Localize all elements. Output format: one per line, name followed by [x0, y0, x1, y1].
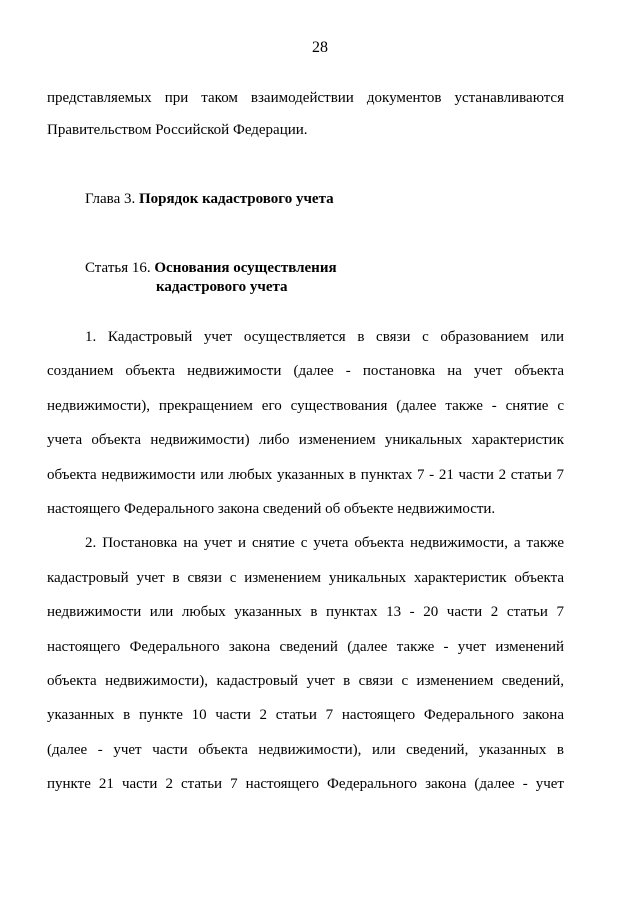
- paragraph2-line: настоящего Федерального закона сведений (далее также - учет изменений: [47, 639, 564, 655]
- paragraph1-line: настоящего Федерального закона сведений об объекте недвижимости.: [47, 501, 496, 517]
- paragraph2-line: пункте 21 части 2 статьи 7 настоящего Федерального закона (далее - учет: [47, 776, 564, 792]
- intro-line-2: Правительством Российской Федерации.: [47, 122, 308, 138]
- paragraph1-line: 1. Кадастровый учет осуществляется в связи с образованием или: [85, 329, 564, 345]
- chapter-heading: [85, 189, 334, 209]
- page-number: 28: [312, 39, 328, 56]
- chapter-title: Порядок кадастрового учета: [138, 191, 334, 207]
- chapter-label: Глава 3.: [85, 191, 136, 207]
- paragraph2-line: кадастровый учет в связи с изменением уникальных характеристик объекта: [47, 570, 564, 586]
- paragraph2-line: недвижимости или любых указанных в пунктах 13 - 20 части 2 статьи 7: [47, 604, 564, 620]
- intro-line-1: представляемых при таком взаимодействии документов устанавливаются: [47, 90, 564, 106]
- paragraph2-line: 2. Постановка на учет и снятие с учета объекта недвижимости, а также: [85, 535, 564, 551]
- article-heading: [85, 258, 337, 278]
- paragraph1-line: объекта недвижимости или любых указанных в пунктах 7 - 21 части 2 статьи 7: [47, 467, 564, 483]
- article-title-line-1: Основания осуществления: [154, 260, 337, 276]
- paragraph1-line: созданием объекта недвижимости (далее - постановка на учет объекта: [47, 363, 564, 379]
- paragraph1-line: учета объекта недвижимости) либо изменением уникальных характеристик: [47, 432, 564, 448]
- article-label: Статья 16.: [85, 260, 151, 276]
- paragraph1-line: недвижимости), прекращением его существования (далее также - снятие с: [47, 398, 564, 414]
- paragraph2-line: указанных в пункте 10 части 2 статьи 7 настоящего Федерального закона: [47, 707, 564, 723]
- article-heading-cont: [156, 277, 288, 297]
- article-title-line-2: кадастрового учета: [156, 279, 288, 295]
- paragraph2-line: (далее - учет части объекта недвижимости), или сведений, указанных в: [47, 742, 564, 758]
- paragraph2-line: объекта недвижимости), кадастровый учет в связи с изменением сведений,: [47, 673, 564, 689]
